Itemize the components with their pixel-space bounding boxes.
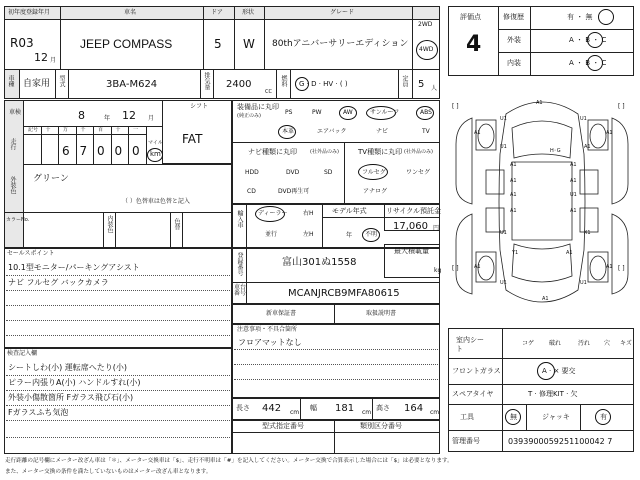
navi-item: DVD再生可 <box>278 188 310 195</box>
mileage-digit: 7 <box>79 144 88 158</box>
equipment-item: サンルーフ <box>370 109 400 116</box>
equipment-subtitle: (純正のみ) <box>237 113 261 119</box>
width-label: 幅 <box>310 404 317 412</box>
tv-title: TV種類に丸印 <box>358 148 403 156</box>
inspector-line-3: 外装小傷散箇所 Fガラス飛び石(小) <box>8 393 134 402</box>
equipment-item: エアバック <box>317 128 347 135</box>
diagram-bracket-right-bottom: [ ] <box>618 265 625 272</box>
displacement-label: 排気量 <box>203 72 210 90</box>
first-reg-month-unit: 月 <box>50 57 57 64</box>
mileage-digit-header: 百 <box>98 127 104 133</box>
mileage-digit: 0 <box>97 144 105 158</box>
tv-subtitle: (社外品のみ) <box>404 149 433 155</box>
model-label: 型式 <box>58 75 65 87</box>
navi-item: DVD <box>286 169 300 176</box>
inspection-label: 車検 <box>9 109 22 116</box>
spare-label: スペアタイヤ <box>452 390 494 398</box>
tv-item: ワンセグ <box>406 169 431 176</box>
diagram-mark: A1 <box>510 162 517 168</box>
grade-value: 80thアニバーサリーエディション <box>272 39 409 49</box>
capacity-value: 5 <box>418 79 425 90</box>
equipment-title: 装備品に丸印 <box>237 103 279 111</box>
inspector-line-4: Fガラスふち気泡 <box>8 408 69 417</box>
mileage-digit: 0 <box>132 144 140 158</box>
score-label: 評価点 <box>460 13 481 21</box>
diagram-mark: A1 <box>570 178 577 184</box>
equipment-item: AW <box>343 109 353 116</box>
dealer-text: ディーラー <box>258 210 288 217</box>
car-name: JEEP COMPASS <box>80 37 173 51</box>
doors-label: ドア <box>211 9 223 16</box>
mileage-col-line <box>76 126 77 164</box>
diagram-mark: U1 <box>570 192 577 198</box>
max-load-unit: kg <box>434 267 442 274</box>
mileage-col-line <box>93 126 94 164</box>
diagram-mark: U1 <box>580 116 587 122</box>
notes-title: 注意事項・不具合箇所 <box>237 326 298 333</box>
repair-options: 有 ・ 無 <box>567 13 593 21</box>
mileage-digit: 6 <box>62 144 70 158</box>
diagram-mark: U1 <box>500 144 507 150</box>
length-unit: cm <box>290 409 300 416</box>
diagram-mark: A1 <box>606 264 613 270</box>
footer-line-1: 走行距離の記号欄にメーター改ざん車は「＊」、メーター交換車は「$」、走行不明車は「#」を記入してください。メーター交換で合算表示した場合には「$」は必要となります。 <box>5 458 453 464</box>
mileage-digit-header: 十 <box>45 127 51 133</box>
recycle-label: リサイクル預託金 <box>386 207 442 215</box>
navi-item: HDD <box>245 169 259 176</box>
seat-option: キズ <box>620 340 632 347</box>
parallel-text: 並行 <box>265 231 278 238</box>
footer-line-2: また、メーター交換の条件を満たしていないものはメーター改ざん車となります。 <box>5 469 212 475</box>
seat-option: コゲ <box>522 340 535 347</box>
drive-2wd: 2WD <box>418 21 433 28</box>
seat-option: 破れ <box>549 340 562 347</box>
diagram-mark: Y1 <box>512 250 519 256</box>
repair-label: 修復歴 <box>503 13 524 21</box>
navi-item: CD <box>247 188 256 195</box>
capacity-label: 定員 <box>401 75 408 87</box>
mileage-digit-header: 千 <box>80 127 86 133</box>
model-year-label: モデル年式 <box>332 207 367 215</box>
diagram-mark: U1 <box>580 280 587 286</box>
first-reg-month: 12 <box>34 51 48 64</box>
color-row <box>4 212 232 248</box>
mileage-col-line <box>41 126 42 164</box>
exterior-color: グリーン <box>33 174 69 184</box>
length-label: 長さ <box>236 404 250 412</box>
right-h-text: 右H <box>303 210 314 217</box>
equipment-item: PW <box>312 109 322 116</box>
equipment-item: ABS <box>420 109 432 116</box>
mileage-label: 走行 <box>9 138 16 150</box>
inspector-title: 検査記入欄 <box>7 350 38 357</box>
capacity-unit: 人 <box>431 85 438 92</box>
grade-interior-label: 内装 <box>507 59 521 67</box>
mileage-digit-header: 十 <box>115 127 121 133</box>
diagram-mark: A1 <box>510 208 517 214</box>
max-load-label: 最大積載量 <box>394 247 429 255</box>
first-reg-year: R03 <box>10 36 34 50</box>
score-value: 4 <box>466 32 482 57</box>
car-damage-diagram <box>446 84 638 320</box>
diagram-mark: A1 <box>606 130 613 136</box>
glass-options: A · × 要交 <box>542 367 576 375</box>
diagram-mark: A1 <box>570 208 577 214</box>
inspection-month: 12 <box>122 109 136 122</box>
recycle-value: 17,060 <box>393 221 428 232</box>
color-no-label: カラーNo. <box>6 217 30 223</box>
diagram-mark: A1 <box>566 250 573 256</box>
diagram-bracket-right-top: [ ] <box>618 103 625 110</box>
mileage-col-line <box>146 126 147 164</box>
inspection-year-unit: 年 <box>104 115 111 122</box>
height-value: 164 <box>404 403 424 414</box>
sales-points-title: セールスポイント <box>7 250 55 257</box>
category-label: 類別区分番号 <box>360 422 402 430</box>
displacement-value: 2400 <box>226 79 252 90</box>
tv-item: アナログ <box>363 188 388 195</box>
repair-none-circle <box>598 9 614 25</box>
import-label: 輸入車 <box>236 210 243 228</box>
diagram-mark: A1 <box>542 296 549 302</box>
navi-item: SD <box>324 169 333 176</box>
model-year-unknown: 不明 <box>365 231 378 238</box>
mileage-col-line <box>128 126 129 164</box>
management-number: 0393900059251100042 7 <box>508 437 613 446</box>
diagram-mark: A1 <box>584 144 591 150</box>
registration-plate: 富山301ぬ1558 <box>282 257 357 268</box>
sales-point-1: 10.1型モニター/パーキングアシスト <box>8 263 140 272</box>
model-cert-label: 型式指定番号 <box>262 422 304 430</box>
grade-label: グレード <box>330 9 355 16</box>
grade-exterior-label: 外装 <box>507 36 521 44</box>
diagram-mark: X1 <box>584 230 591 236</box>
fuel-label: 燃料 <box>280 75 287 87</box>
drive-4wd: 4WD <box>419 46 434 53</box>
diagram-mark: A1 <box>510 178 517 184</box>
jack-label: ジャッキ <box>542 413 570 421</box>
diagram-mark: A1 <box>474 130 481 136</box>
registration-label: 登録番号 <box>236 252 243 276</box>
tv-item: フルセグ <box>362 169 386 176</box>
inspector-line-1: シートしわ(小) 運転席へたり(小) <box>8 363 128 372</box>
exterior-label: 外装色 <box>9 176 16 194</box>
equipment-item: 本革 <box>282 128 295 135</box>
diagram-bracket-left-top: [ ] <box>452 103 459 110</box>
glass-label: フロントガラス <box>452 367 501 375</box>
inspection-year: 8 <box>78 109 85 122</box>
mileage-col-line <box>111 126 112 164</box>
row2 <box>4 69 440 99</box>
diagram-mark: A1 <box>510 192 517 198</box>
notes-text: フロアマットなし <box>238 338 302 347</box>
seat-option: 汚れ <box>578 340 591 347</box>
shift-value: FAT <box>182 132 203 146</box>
mileage-digit-header: 一 <box>133 127 139 133</box>
seats-label: 室内シート <box>456 336 484 354</box>
sales-point-2: ナビ フルセグ バックカメラ <box>8 278 109 287</box>
equipment-item: ナビ <box>376 128 389 135</box>
inspection-month-unit: 月 <box>148 115 155 122</box>
warranty-row <box>232 304 440 324</box>
jack-value: 有 <box>600 413 607 421</box>
spare-options: T · 修理KIT · 欠 <box>528 390 578 398</box>
diagram-bracket-left-bottom: [ ] <box>452 265 459 272</box>
height-label: 高さ <box>376 404 390 412</box>
exterior-b-circle <box>587 32 603 48</box>
mileage-digit-header: 記号 <box>28 127 39 133</box>
warranty-label: 新車保証書 <box>266 310 297 317</box>
interior-color-label: 内装色 <box>106 215 113 233</box>
cc-unit: CC <box>265 89 272 95</box>
exterior-note: （ ）色替車は色替と記入 <box>122 198 190 205</box>
recycle-unit: 円 <box>433 225 440 232</box>
recolor-label: 色替 <box>173 218 180 230</box>
diagram-mark: A1 <box>570 162 577 168</box>
first-reg-label: 初年度登録年月 <box>8 9 51 16</box>
seat-option: 穴 <box>604 340 611 347</box>
left-h-text: 左H <box>303 231 314 238</box>
fuel-options: G · D · HV · ( ) <box>299 80 348 88</box>
mileage-col-line <box>58 126 59 164</box>
usage-label: 車種 <box>7 75 14 87</box>
navi-subtitle: (社外品のみ) <box>310 149 339 155</box>
mileage-digit-header: 万 <box>63 127 69 133</box>
shape-label: 形状 <box>242 9 255 16</box>
width-value: 181 <box>335 403 355 414</box>
mileage-digit: 0 <box>114 144 123 158</box>
diagram-center-mark: H◦G <box>550 148 561 154</box>
usage-value: 自家用 <box>23 79 51 89</box>
height-unit: cm <box>430 409 440 416</box>
model-year-unit: 年 <box>346 232 353 239</box>
diagram-mark: U1 <box>500 280 507 286</box>
diagram-mark: U1 <box>500 116 507 122</box>
length-value: 442 <box>262 403 282 414</box>
chassis-value: MCANJRCB9MFA80615 <box>288 288 400 299</box>
inspector-line-2: ピラー内張りA(小) ハンドルすれ(小) <box>8 378 141 387</box>
doors-value: 5 <box>214 37 222 51</box>
mileage-unit-km: km <box>150 150 161 158</box>
model-value: 3BA-M624 <box>106 79 158 90</box>
shape-value: W <box>243 37 255 51</box>
mileage-unit-mile: マイル <box>148 140 163 146</box>
tools-label: 工具 <box>460 413 474 421</box>
equipment-item: TV <box>422 128 430 135</box>
management-label: 管理番号 <box>452 437 480 445</box>
diagram-mark: U1 <box>500 230 507 236</box>
shift-label: シフト <box>190 103 209 110</box>
diagram-mark: A1 <box>536 100 543 106</box>
width-unit: cm <box>362 409 372 416</box>
manual-label: 取扱説明書 <box>366 310 397 317</box>
grade-interior-options: A ・ B ・ C <box>569 59 607 67</box>
navi-title: ナビ種類に丸印 <box>248 148 297 156</box>
interior-b-circle <box>587 55 603 71</box>
diagram-mark: A1 <box>474 264 481 270</box>
equipment-item: PS <box>285 109 293 116</box>
car-name-label: 車名 <box>124 9 137 16</box>
grade-exterior-options: A ・ B ・ C <box>569 36 607 44</box>
tools-value: 無 <box>510 413 517 421</box>
chassis-label: 車台番号 <box>234 284 247 297</box>
notes-block <box>232 324 440 398</box>
